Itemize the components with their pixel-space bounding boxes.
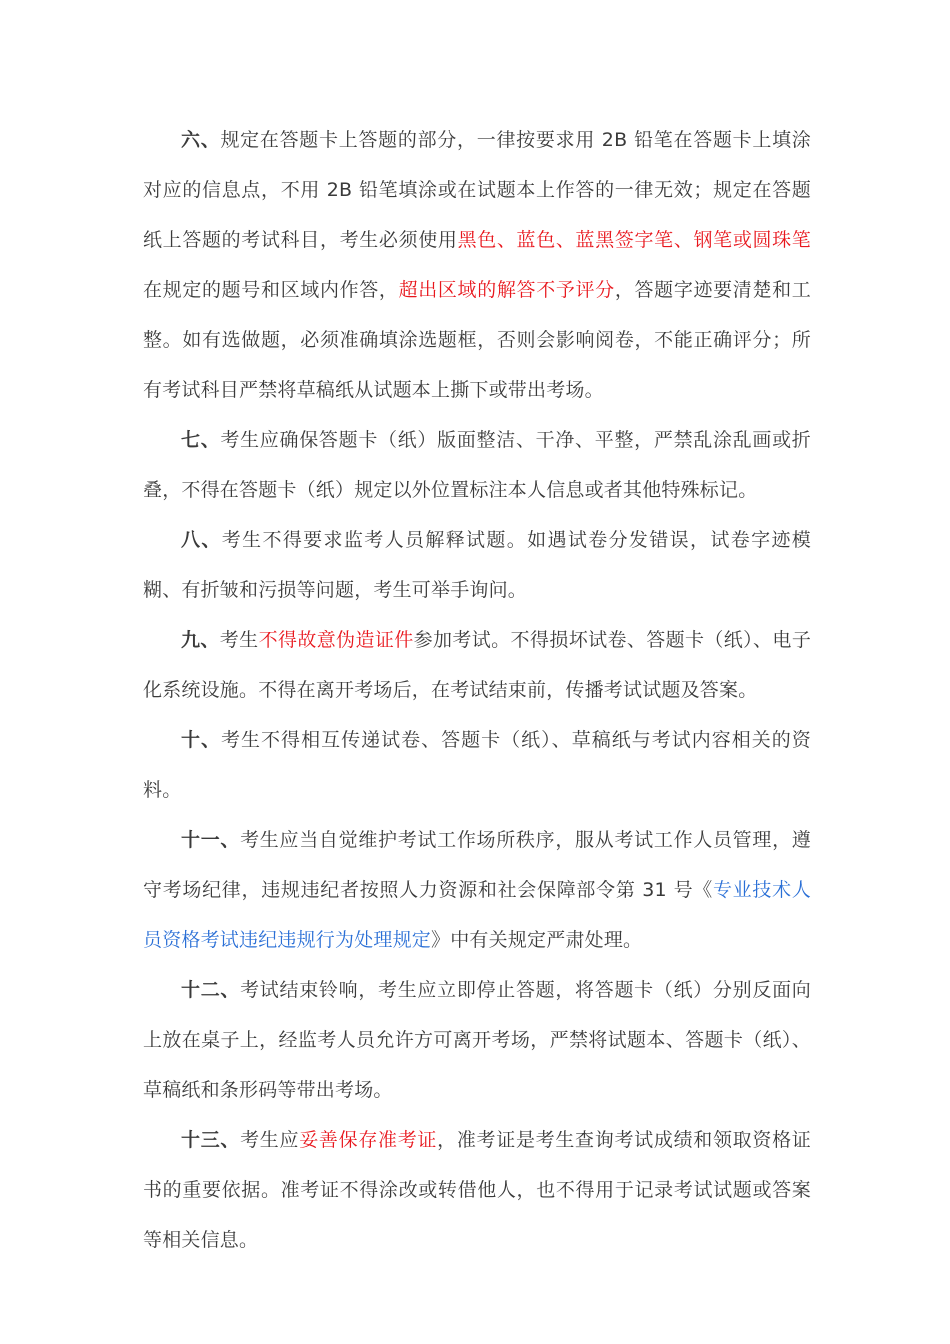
highlight-text: 黑色、蓝色、蓝黑签字笔、钢笔或圆珠笔 — [457, 229, 812, 251]
rule-text: 参加考试。不得损坏试卷、答题卡（纸）、电子化系统设施。不得在离开考场后，在考试结束前，传播考试试题及答案。 — [143, 629, 812, 701]
rule-text: 考生 — [219, 629, 259, 651]
rule-7 — [143, 415, 811, 515]
rule-12 — [143, 965, 811, 1115]
regulation-link[interactable]: 专业技术人员资格考试违纪违规行为处理规定 — [143, 879, 811, 951]
highlight-text: 不得故意伪造证件 — [258, 629, 414, 651]
rule-6 — [143, 115, 811, 415]
rule-9 — [143, 615, 811, 715]
highlight-text: 妥善保存准考证 — [299, 1129, 438, 1151]
rule-number: 十三、 — [181, 1129, 241, 1151]
rule-text: 考生不得相互传递试卷、答题卡（纸）、草稿纸与考试内容相关的资料。 — [143, 729, 811, 801]
document-body — [143, 115, 811, 1265]
rule-11 — [143, 815, 811, 965]
rule-text: ，答题字迹要清楚和工整。如有选做题，必须准确填涂选题框，否则会影响阅卷，不能正确评分；所有考试科目严禁将草稿纸从试题本上撕下或带出考场。 — [143, 279, 811, 401]
rule-text: 规定在答题卡上答题的部分，一律按要求用 2B 铅笔在答题卡上填涂对应的信息点，不用 2B 铅笔填涂或在试题本上作答的一律无效；规定在答题纸上答题的考试科目，考生必须使用 — [143, 129, 811, 251]
rule-number: 十二、 — [181, 979, 241, 1001]
rule-text: 考生应 — [240, 1129, 300, 1151]
rule-number: 八、 — [181, 529, 222, 551]
rule-text: ，准考证是考生查询考试成绩和领取资格证书的重要依据。准考证不得涂改或转借他人，也不得用于记录考试试题或答案等相关信息。 — [143, 1129, 811, 1251]
rule-text: 》中有关规定严肃处理。 — [431, 929, 643, 951]
highlight-text: 超出区域的解答不予评分 — [398, 279, 615, 301]
rule-text: 考试结束铃响，考生应立即停止答题，将答题卡（纸）分别反面向上放在桌子上，经监考人员允许方可离开考场，严禁将试题本、答题卡（纸）、草稿纸和条形码等带出考场。 — [143, 979, 811, 1101]
rule-number: 十、 — [181, 729, 222, 751]
rule-10 — [143, 715, 811, 815]
rule-number: 九、 — [181, 629, 220, 651]
rule-text: 考生应当自觉维护考试工作场所秩序，服从考试工作人员管理，遵守考场纪律，违规违纪者按照人力资源和社会保障部令第 31 号《 — [143, 829, 811, 901]
rule-text: 考生应确保答题卡（纸）版面整洁、干净、平整，严禁乱涂乱画或折叠，不得在答题卡（纸）规定以外位置标注本人信息或者其他特殊标记。 — [143, 429, 811, 501]
rule-text: 在规定的题号和区域内作答， — [143, 279, 399, 301]
rule-8 — [143, 515, 811, 615]
rule-number: 六、 — [181, 129, 221, 151]
rule-number: 十一、 — [181, 829, 241, 851]
rule-13 — [143, 1115, 811, 1265]
rule-number: 七、 — [181, 429, 221, 451]
rule-text: 考生不得要求监考人员解释试题。如遇试卷分发错误，试卷字迹模糊、有折皱和污损等问题，考生可举手询问。 — [143, 529, 811, 601]
